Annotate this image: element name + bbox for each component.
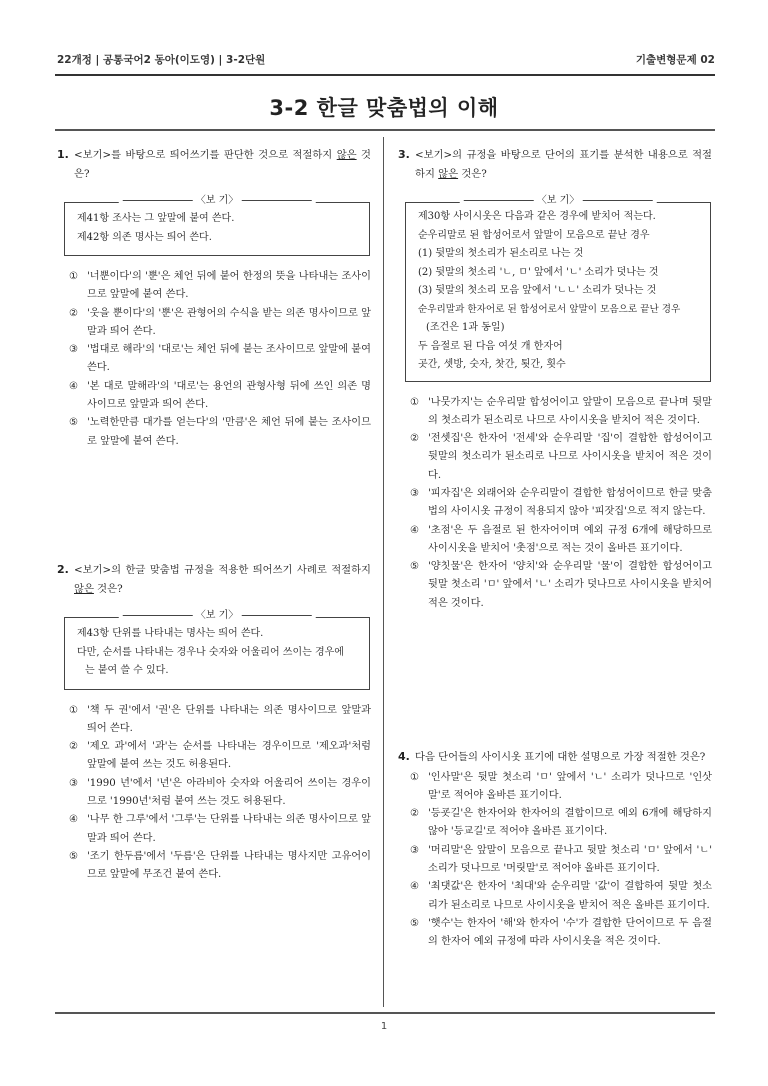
question-1 <box>57 146 371 451</box>
answer-options <box>57 268 371 451</box>
example-box-label: 〈보 기〉 <box>119 609 316 623</box>
title-rule <box>55 129 715 131</box>
answer-option-4[interactable]: ④ '나무 한 그루'에서 '그루'는 단위를 나타내는 의존 명사이므로 앞말과 띄어 쓴다. <box>69 814 371 844</box>
example-line: 순우리말로 된 합성어로서 앞말이 모음으로 끝난 경우 <box>418 229 650 241</box>
answer-option-1[interactable]: ① '나뭇가지'는 순우리말 합성어이고 앞말이 모음으로 끝나며 뒷말의 첫소리가 된소리로 나므로 사이시옷을 받치어 적은 것이다. <box>410 396 712 426</box>
example-line: (2) 뒷말의 첫소리 'ㄴ, ㅁ' 앞에서 'ㄴ' 소리가 덧나는 것 <box>418 266 659 278</box>
answer-option-4[interactable]: ④ '초점'은 두 음절로 된 한자어이며 예외 규정 6개에 해당하므로 사이시옷을 받치어 '촛점'으로 적는 것이 올바른 표기이다. <box>410 524 712 554</box>
example-box <box>64 195 370 256</box>
question-number: 1. <box>57 148 69 161</box>
answer-option-5[interactable]: ⑤ '조기 한두름'에서 '두름'은 단위를 나타내는 명사지만 고유어이므로 앞말에 무조건 붙여 쓴다. <box>69 850 371 881</box>
example-line: 곳간, 셋방, 숫자, 찻간, 툇간, 횟수 <box>418 359 566 370</box>
column-divider <box>383 137 384 1007</box>
answer-option-3[interactable]: ③ '머리말'은 앞말이 모음으로 끝나고 뒷말 첫소리 'ㅁ' 앞에서 'ㄴ' 소리가 덧나므로 '머릿말'로 적어야 올바른 표기이다. <box>410 844 712 874</box>
example-line: 제43항 단위를 나타내는 명사는 띄어 쓴다. <box>77 628 264 639</box>
answer-option-2[interactable]: ② '웃을 뿐이다'의 '뿐'은 관형어의 수식을 받는 의존 명사이므로 앞말과 띄어 쓴다. <box>69 307 371 337</box>
answer-option-3[interactable]: ③ '피자집'은 외래어와 순우리말이 결합한 합성어이므로 한글 맞춤법의 사이시옷 규정이 적용되지 않아 '피잣집'으로 적지 않는다. <box>410 487 712 518</box>
example-line: 제41항 조사는 그 앞말에 붙여 쓴다. <box>77 213 235 224</box>
answer-options <box>398 394 712 614</box>
answer-option-3[interactable]: ③ '법대로 해라'의 '대로'는 체언 뒤에 붙는 조사이므로 앞말에 붙여 쓴다. <box>69 344 371 374</box>
answer-option-2[interactable]: ② '제오 과'에서 '과'는 순서를 나타내는 경우이므로 '제오과'처럼 앞말에 붙여 쓰는 것도 허용된다. <box>69 741 371 771</box>
question-number: 3. <box>398 148 410 161</box>
example-box-label: 〈보 기〉 <box>460 194 657 208</box>
answer-option-5[interactable]: ⑤ '노력한만큼 대가를 얻는다'의 '만큼'은 체언 뒤에 붙는 조사이므로 앞말에 붙여 쓴다. <box>69 417 371 447</box>
answer-option-5[interactable]: ⑤ '양칫물'은 한자어 '양치'와 순우리말 '물'이 결합한 합성어이고 뒷말 첫소리 'ㅁ' 앞에서 'ㄴ' 소리가 덧나므로 사이시옷을 받치어 적은 것이다. <box>410 561 712 609</box>
answer-option-4[interactable]: ④ '최댓값'은 한자어 '최대'와 순우리말 '값'이 결합하여 뒷말 첫소리가 된소리로 나므로 사이시옷을 받치어 적은 올바른 표기이다. <box>410 881 712 911</box>
example-box <box>405 195 711 382</box>
answer-options <box>57 702 371 885</box>
example-box-label: 〈보 기〉 <box>119 194 316 208</box>
question-stem: <보기>를 바탕으로 띄어쓰기를 판단한 것으로 적절하지 않은 것은? <box>74 149 371 180</box>
answer-option-1[interactable]: ① '인사말'은 뒷말 첫소리 'ㅁ' 앞에서 'ㄴ' 소리가 덧나므로 '인삿말'로 적어야 올바른 표기이다. <box>410 771 712 801</box>
page-title: 3-2 한글 맞춤법의 이해 <box>269 96 499 120</box>
header-rule <box>55 74 715 76</box>
question-number: 2. <box>57 563 69 576</box>
example-box <box>64 610 370 690</box>
footer-rule <box>55 1012 715 1014</box>
question-4 <box>398 748 712 951</box>
example-line: 는 붙여 쓸 수 있다. <box>85 665 169 676</box>
example-line: 제42항 의존 명사는 띄어 쓴다. <box>77 231 212 243</box>
answer-option-3[interactable]: ③ '1990 년'에서 '년'은 아라비아 숫자와 어울리어 쓰이는 경우이므로 '1990년'처럼 붙여 쓰는 것도 허용된다. <box>69 777 371 807</box>
question-stem: <보기>의 규정을 바탕으로 단어의 표기를 분석한 내용으로 적절하지 않은 것은? <box>415 149 712 180</box>
header-course-info: 22개정 | 공통국어2 동아(이도영) | 3-2단원 <box>57 54 266 66</box>
answer-option-2[interactable]: ② '등굣길'은 한자어와 한자어의 결합이므로 예외 6개에 해당하지 않아 '등교길'로 적어야 올바른 표기이다. <box>410 808 712 838</box>
answer-option-4[interactable]: ④ '본 대로 말해라'의 '대로'는 용언의 관형사형 뒤에 쓰인 의존 명사이므로 앞말과 띄어 쓴다. <box>69 380 371 411</box>
question-stem: 다음 단어들의 사이시옷 표기에 대한 설명으로 가장 적절한 것은? <box>415 751 706 763</box>
answer-option-5[interactable]: ⑤ '햇수'는 한자어 '해'와 한자어 '수'가 결합한 단어이므로 두 음절의 한자어 예외 규정에 따라 사이시옷을 적은 것이다. <box>410 917 712 948</box>
header-worksheet-label: 기출변형문제 02 <box>635 54 715 66</box>
example-line: 두 음절로 된 다음 여섯 개 한자어 <box>418 340 563 352</box>
example-line: 순우리말과 한자어로 된 합성어로서 앞말이 모음으로 끝난 경우 <box>418 303 681 315</box>
answer-option-1[interactable]: ① '너뿐이다'의 '뿐'은 체언 뒤에 붙어 한정의 뜻을 나타내는 조사이므로 앞말에 붙여 쓴다. <box>69 271 371 301</box>
answer-option-1[interactable]: ① '책 두 권'에서 '권'은 단위를 나타내는 의존 명사이므로 앞말과 띄어 쓴다. <box>69 704 371 734</box>
example-line: (3) 뒷말의 첫소리 모음 앞에서 'ㄴㄴ' 소리가 덧나는 것 <box>418 285 657 296</box>
example-line: 다만, 순서를 나타내는 경우나 숫자와 어울리어 쓰이는 경우에 <box>77 646 344 658</box>
page-header <box>57 52 715 68</box>
answer-options <box>398 769 712 952</box>
question-stem: <보기>의 한글 맞춤법 규정을 적용한 띄어쓰기 사례로 적절하지 않은 것은? <box>74 564 371 595</box>
page-number: 1 <box>380 1021 388 1032</box>
question-3 <box>398 146 712 613</box>
question-2 <box>57 561 371 884</box>
question-number: 4. <box>398 750 410 763</box>
example-line: (조건은 1과 동일) <box>426 322 505 333</box>
example-line: (1) 뒷말의 첫소리가 된소리로 나는 것 <box>418 248 584 259</box>
example-line: 제30항 사이시옷은 다음과 같은 경우에 받치어 적는다. <box>418 211 656 222</box>
answer-option-2[interactable]: ② '전셋집'은 한자어 '전세'와 순우리말 '집'이 결합한 합성어이고 뒷말의 첫소리가 된소리로 나므로 사이시옷을 받치어 적은 것이다. <box>410 433 712 481</box>
